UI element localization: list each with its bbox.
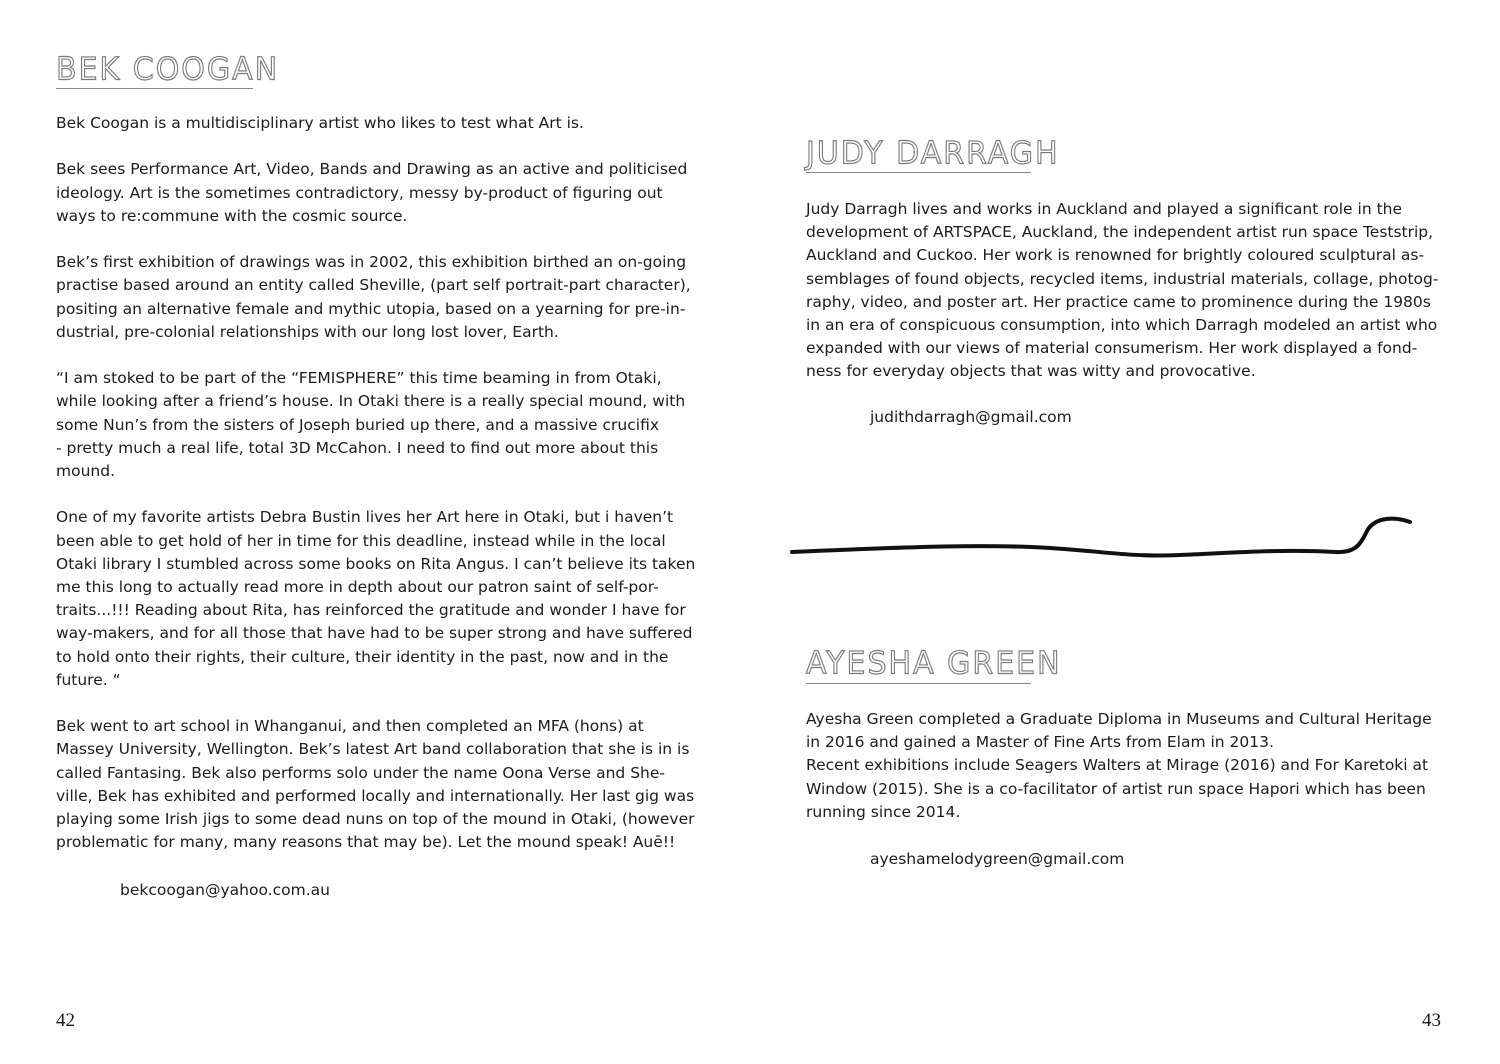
bio-line: raphy, video, and poster art. Her practice came to prominence during the 1980s [806,292,1431,311]
bio-line: been able to get hold of her in time for this deadline, instead while in the local [56,531,666,550]
bio-line: One of my favorite artists Debra Bustin lives her Art here in Otaki, but i haven’t [56,508,674,527]
bio-paragraph [56,715,695,854]
bek-coogan-email: bekcoogan@yahoo.com.au [120,881,330,899]
bio-line: problematic for many, many reasons that may be). Let the mound speak! Auē!! [56,833,676,852]
bio-line: Bek’s first exhibition of drawings was in 2002, this exhibition birthed an on-going [56,253,687,272]
bio-line: called Fantasing. Bek also performs solo under the name Oona Verse and She- [56,763,665,782]
bio-line: Massey University, Wellington. Bek’s latest Art band collaboration that she is in is [56,740,690,759]
bio-line: me this long to actually read more in depth about our patron saint of self-por- [56,578,659,596]
judy-darragh-email: judithdarragh@gmail.com [870,408,1072,426]
bio-line: Bek went to art school in Whanganui, and then completed an MFA (hons) at [56,717,644,736]
bio-line: dustrial, pre-colonial relationships with our long lost lover, Earth. [56,322,559,341]
bio-line: Window (2015). She is a co-facilitator of artist run space Hapori which has been [806,779,1426,798]
judy-darragh-bio [806,198,1438,384]
artist-heading-ayesha-green: AYESHA GREEN [806,645,1062,682]
squiggle-line [792,519,1410,556]
bio-line: Auckland and Cuckoo. Her work is renowned for brightly coloured sculptural as- [806,246,1425,265]
bio-line: - pretty much a real life, total 3D McCahon. I need to find out more about this [56,438,659,457]
bio-line: Bek sees Performance Art, Video, Bands and Drawing as an active and politicised [56,160,688,179]
bio-paragraph [56,251,695,344]
bio-line: practise based around an entity called Sheville, (part self portrait-part character), [56,276,691,295]
heading-underline [56,88,253,89]
page-number-right: 43 [1422,1010,1441,1031]
bio-line: Otaki library I stumbled across some books on Rita Angus. I can’t believe its taken [56,554,696,573]
bio-paragraph [56,158,695,228]
bio-line: way-makers, and for all those that have had to be super strong and have suffered [56,624,693,643]
bio-line: to hold onto their rights, their culture, their identity in the past, now and in the [56,647,669,666]
bio-paragraph-quote [56,367,695,483]
squiggle-divider [790,505,1420,565]
bio-line: positing an alternative female and mythic utopia, based on a yearning for pre-in- [56,299,686,318]
page-number-left: 42 [56,1010,75,1031]
ayesha-green-email: ayeshamelodygreen@gmail.com [870,850,1125,868]
bio-line: some Nun’s from the sisters of Joseph buried up there, and a massive crucifix [56,415,660,434]
bio-line: ness for everyday objects that was witty and provocative. [806,362,1256,381]
ayesha-green-bio [806,708,1432,824]
artist-heading-judy-darragh: JUDY DARRAGH [806,135,1060,172]
bio-paragraph [56,112,695,135]
bio-line: mound. [56,462,115,480]
heading-underline [806,683,1031,684]
bio-line: ville, Bek has exhibited and performed locally and internationally. Her last gig was [56,786,695,805]
bio-line: playing some Irish jigs to some dead nuns on top of the mound in Otaki, (however [56,810,695,829]
bio-line: traits...!!! Reading about Rita, has reinforced the gratitude and wonder I have for [56,601,686,620]
artist-heading-bek-coogan: BEK COOGAN [56,51,280,88]
bio-line: Bek Coogan is a multidisciplinary artist who likes to test what Art is. [56,114,584,132]
bio-line: while looking after a friend’s house. In Otaki there is a really special mound, with [56,392,686,411]
right-page [750,0,1500,1064]
bio-line: expanded with our views of material consumerism. Her work displayed a fond- [806,339,1418,358]
bio-line: Ayesha Green completed a Graduate Diploma in Museums and Cultural Heritage [806,710,1432,728]
heading-underline [806,172,1031,173]
bio-paragraph [56,506,695,692]
bio-line: Recent exhibitions include Seagers Walters at Mirage (2016) and For Karetoki at [806,756,1429,775]
bio-line: running since 2014. [806,802,961,821]
bio-line: future. “ [56,670,121,689]
bio-line: ways to re:commune with the cosmic source. [56,206,408,225]
bio-line: in 2016 and gained a Master of Fine Arts from Elam in 2013. [806,733,1274,752]
bio-line: ideology. Art is the sometimes contradictory, messy by-product of figuring out [56,183,663,202]
bek-coogan-bio [56,112,695,878]
bio-line: development of ARTSPACE, Auckland, the independent artist run space Teststrip, [806,223,1434,242]
bio-line: semblages of found objects, recycled items, industrial materials, collage, photog- [806,269,1439,288]
bio-line: “I am stoked to be part of the “FEMISPHERE” this time beaming in from Otaki, [56,369,662,388]
bio-line: in an era of conspicuous consumption, into which Darragh modeled an artist who [806,316,1438,335]
bio-line: Judy Darragh lives and works in Auckland and played a significant role in the [806,200,1403,218]
